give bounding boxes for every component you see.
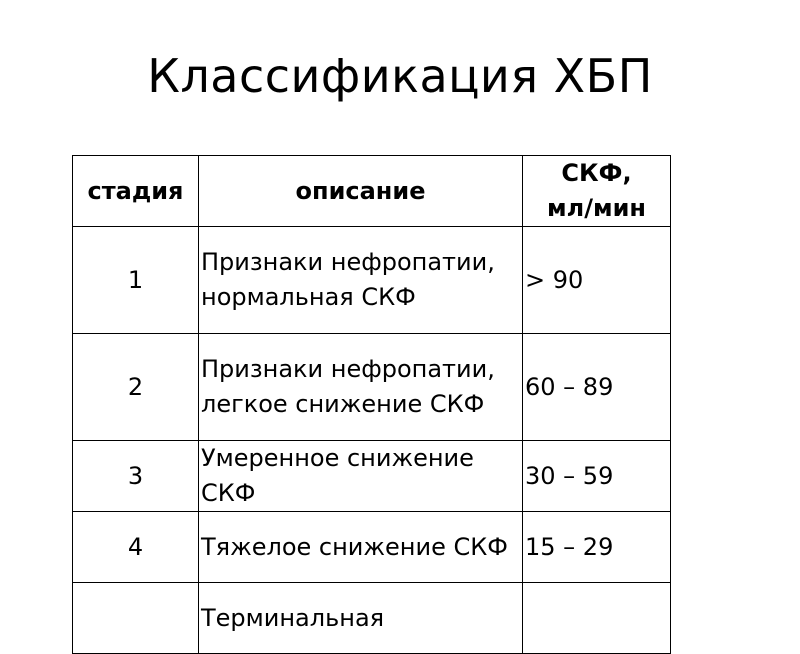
column-header-gfr-line2: мл/мин	[547, 194, 646, 222]
table-row	[73, 227, 671, 334]
description-cell: Признаки нефропатии, легкое снижение СКФ	[199, 334, 523, 441]
gfr-cell	[523, 583, 671, 654]
column-header-stage: стадия	[73, 156, 199, 227]
description-cell: Терминальная	[199, 583, 523, 654]
description-cell: Признаки нефропатии, нормальная СКФ	[199, 227, 523, 334]
table-row	[73, 512, 671, 583]
column-header-gfr-line1: СКФ,	[561, 159, 632, 187]
ckd-classification-table	[72, 155, 671, 654]
stage-cell: 4	[73, 512, 199, 583]
stage-cell: 2	[73, 334, 199, 441]
table-row	[73, 334, 671, 441]
table-row	[73, 441, 671, 512]
stage-cell	[73, 583, 199, 654]
gfr-cell: 30 – 59	[523, 441, 671, 512]
description-cell: Тяжелое снижение СКФ	[199, 512, 523, 583]
table-header-row	[73, 156, 671, 227]
gfr-cell: 15 – 29	[523, 512, 671, 583]
column-header-description: описание	[199, 156, 523, 227]
table-row	[73, 583, 671, 654]
description-cell: Умеренное снижение СКФ	[199, 441, 523, 512]
gfr-cell: 60 – 89	[523, 334, 671, 441]
stage-cell: 3	[73, 441, 199, 512]
stage-cell: 1	[73, 227, 199, 334]
slide-title: Классификация ХБП	[147, 49, 653, 103]
gfr-cell: > 90	[523, 227, 671, 334]
column-header-gfr	[523, 156, 671, 227]
